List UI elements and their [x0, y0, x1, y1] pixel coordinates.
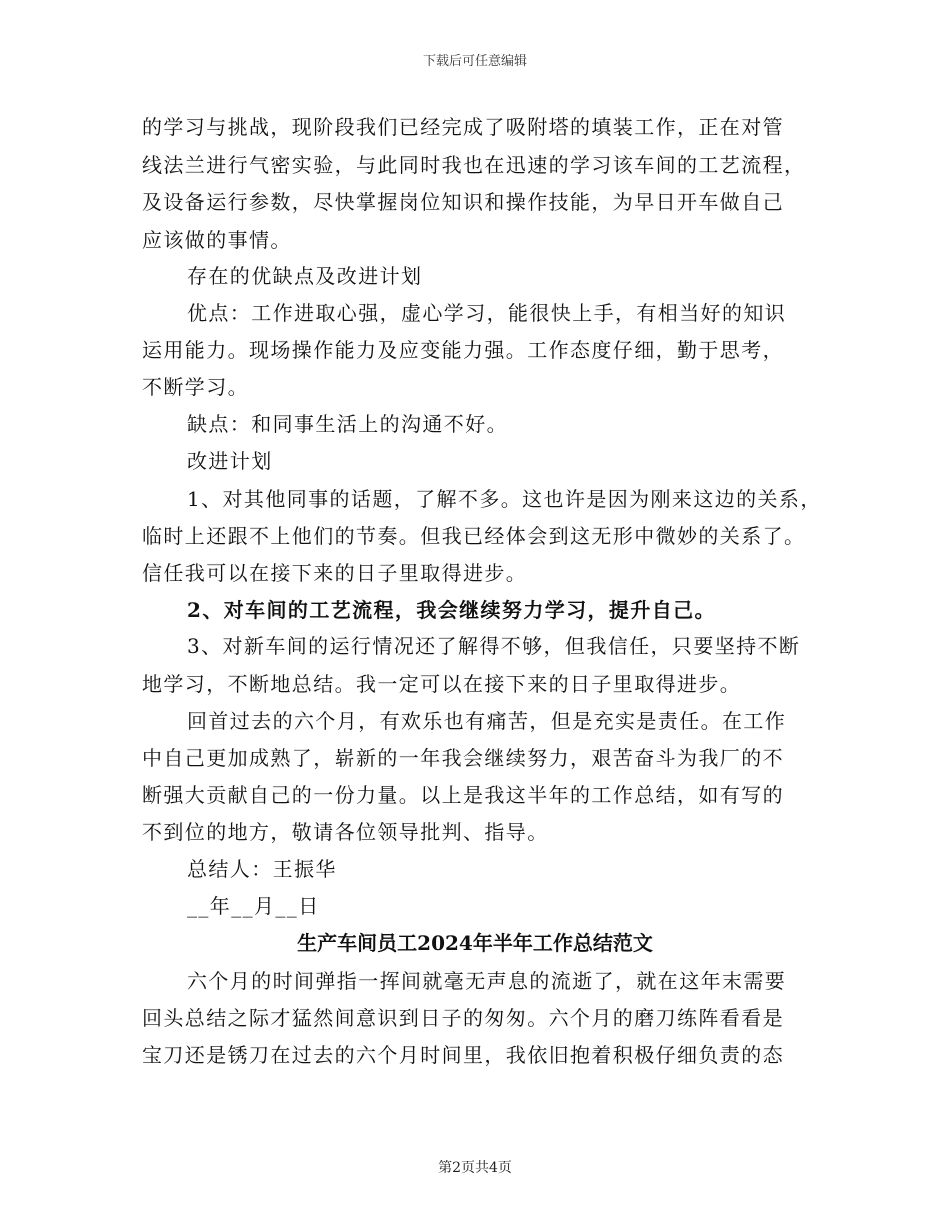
date-line: __年__月__日	[187, 894, 320, 918]
section-heading: 存在的优缺点及改进计划	[187, 264, 423, 288]
paragraph-line: 应该做的事情。	[142, 228, 292, 252]
paragraph-line: 宝刀还是锈刀在过去的六个月时间里，我依旧抱着积极仔细负责的态	[142, 1043, 784, 1067]
paragraph-line: 的学习与挑战，现阶段我们已经完成了吸附塔的填装工作，正在对管	[142, 115, 784, 139]
paragraph-line: 线法兰进行气密实验，与此同时我也在迅速的学习该车间的工艺流程，	[142, 153, 806, 177]
paragraph-line: 缺点：和同事生活上的沟通不好。	[187, 412, 508, 436]
paragraph-line: 断强大贡献自己的一份力量。以上是我这半年的工作总结，如有写的	[142, 783, 784, 807]
paragraph-line: 及设备运行参数，尽快掌握岗位知识和操作技能，为早日开车做自己	[142, 190, 784, 214]
page-number: 第2页共4页	[438, 1160, 512, 1176]
paragraph-line: 不断学习。	[142, 375, 249, 399]
list-item-line: 1、对其他同事的话题，了解不多。这也许是因为刚来这边的关系，	[187, 487, 822, 511]
signature-line: 总结人：王振华	[187, 857, 337, 881]
document-title: 生产车间员工2024年半年工作总结范文	[297, 931, 653, 955]
list-item-line: 3、对新车间的运行情况还了解得不够，但我信任，只要坚持不断	[187, 634, 801, 658]
paragraph-line: 中自己更加成熟了，崭新的一年我会继续努力，艰苦奋斗为我厂的不	[142, 746, 784, 770]
paragraph-line: 不到位的地方，敬请各位领导批判、指导。	[142, 820, 549, 844]
paragraph-line: 六个月的时间弹指一挥间就毫无声息的流逝了，就在这年末需要	[187, 969, 787, 993]
list-item-line: 临时上还跟不上他们的节奏。但我已经体会到这无形中微妙的关系了。	[142, 524, 806, 548]
section-heading: 改进计划	[187, 449, 273, 473]
list-item-bold: 2、对车间的工艺流程，我会继续努力学习，提升自己。	[187, 598, 716, 622]
list-item-line: 信任我可以在接下来的日子里取得进步。	[142, 561, 528, 585]
paragraph-line: 回头总结之际才猛然间意识到日子的匆匆。六个月的磨刀练阵看看是	[142, 1006, 784, 1030]
list-item-line: 地学习，不断地总结。我一定可以在接下来的日子里取得进步。	[142, 672, 742, 696]
page-header-note: 下载后可任意编辑	[422, 54, 527, 69]
paragraph-line: 回首过去的六个月，有欢乐也有痛苦，但是充实是责任。在工作	[187, 709, 787, 733]
paragraph-line: 优点：工作进取心强，虚心学习，能很快上手，有相当好的知识	[187, 301, 787, 325]
paragraph-line: 运用能力。现场操作能力及应变能力强。工作态度仔细，勤于思考，	[142, 338, 784, 362]
